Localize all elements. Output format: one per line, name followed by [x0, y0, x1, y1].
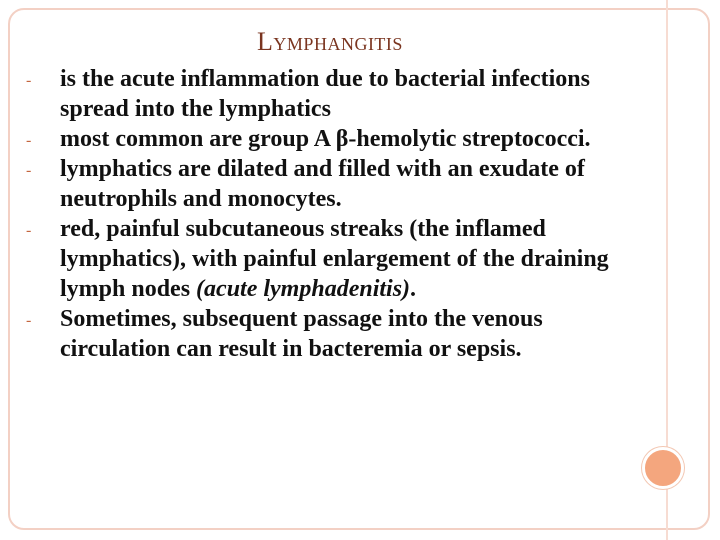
- bullet-marker: -: [26, 222, 32, 239]
- bullet-item: [26, 64, 636, 124]
- slide-title: Lymphangitis: [257, 27, 403, 56]
- bullet-text: most common are group A β-hemolytic streptococci.: [60, 126, 591, 152]
- bullet-marker: -: [26, 132, 32, 149]
- bullet-italic-text: (acute lymphadenitis): [196, 276, 411, 302]
- decorative-circle: [642, 447, 684, 489]
- bullet-item: [26, 304, 636, 364]
- bullet-text: is the acute inflammation due to bacterial infections spread into the lymphatics: [60, 66, 590, 122]
- bullet-item: [26, 124, 636, 154]
- bullet-marker: -: [26, 72, 32, 89]
- bullet-item: [26, 214, 636, 304]
- bullet-text: red, painful subcutaneous streaks (the inflamed lymphatics), with painful enlargement of the draining lymph nodes: [60, 216, 609, 302]
- bullet-marker: -: [26, 312, 32, 329]
- bullet-list: [26, 64, 636, 364]
- bullet-text: Sometimes, subsequent passage into the venous circulation can result in bacteremia or sepsis.: [60, 306, 543, 362]
- bullet-tail-text: .: [410, 276, 417, 302]
- bullet-marker: -: [26, 162, 32, 179]
- bullet-text: lymphatics are dilated and filled with an exudate of neutrophils and monocytes.: [60, 156, 585, 212]
- bullet-item: [26, 154, 636, 214]
